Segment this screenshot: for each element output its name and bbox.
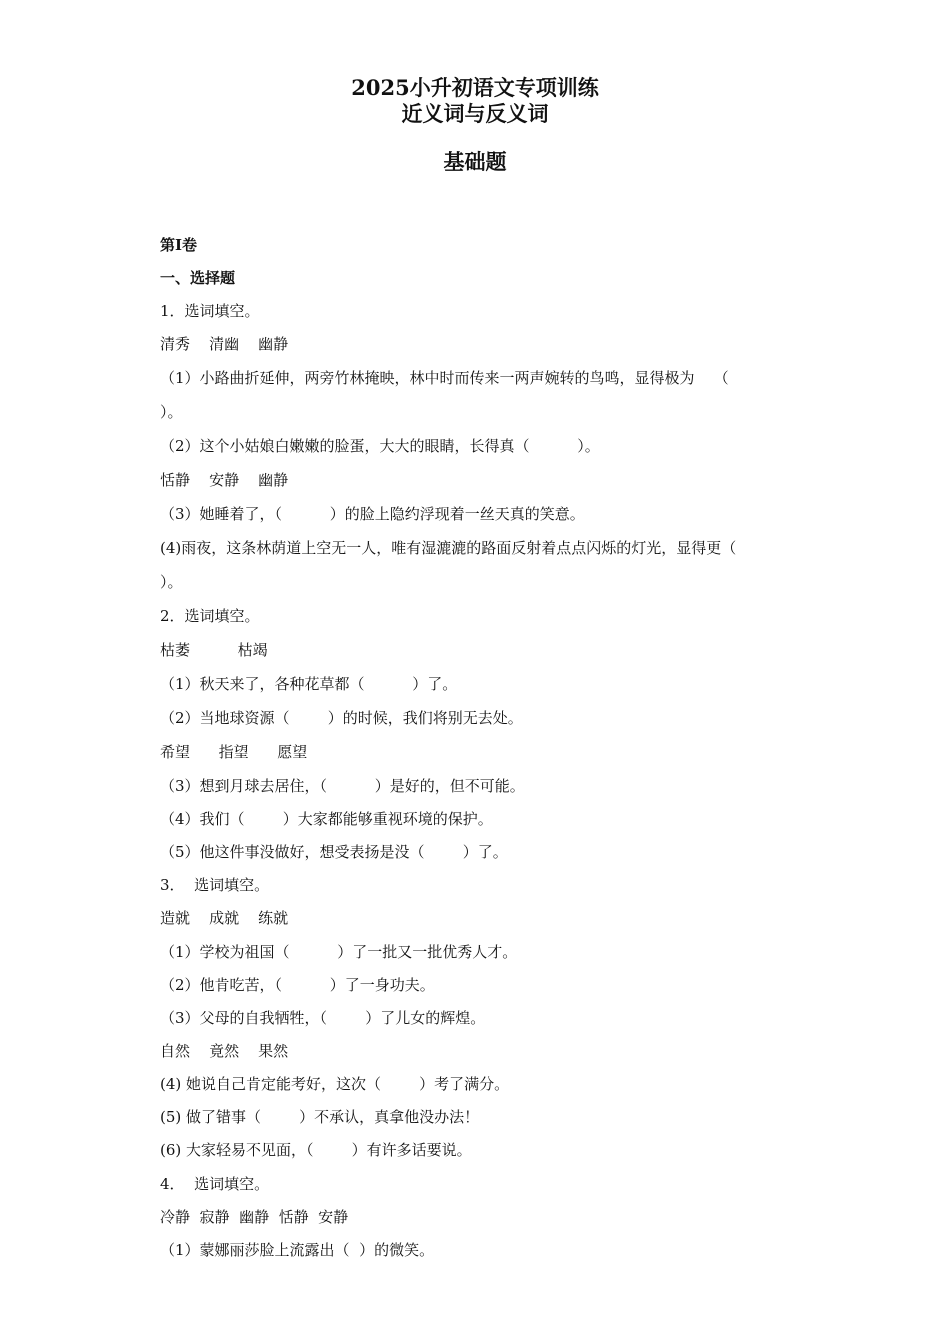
question-2-prompt: 2．选词填空。 bbox=[160, 607, 260, 625]
question-item: （4）我们（ ）大家都能够重视环境的保护。 bbox=[160, 810, 493, 828]
volume-heading: 第Ⅰ卷 bbox=[160, 236, 198, 254]
question-item: (5) 做了错事（ ）不承认，真拿他没办法！ bbox=[160, 1108, 480, 1126]
question-item: （1）学校为祖国（ ）了一批又一批优秀人才。 bbox=[160, 943, 518, 961]
word-options: 冷静 寂静 幽静 恬静 安静 bbox=[160, 1208, 349, 1226]
word-options: 清秀 清幽 幽静 bbox=[160, 335, 289, 353]
word-options: 造就 成就 练就 bbox=[160, 909, 289, 927]
question-item: （1）秋天来了，各种花草都（ ）了。 bbox=[160, 675, 458, 693]
word-options: 希望 指望 愿望 bbox=[160, 743, 308, 761]
word-options: 枯萎 枯竭 bbox=[160, 641, 268, 659]
question-3-prompt: 3． 选词填空。 bbox=[160, 876, 270, 894]
word-options: 恬静 安静 幽静 bbox=[160, 471, 289, 489]
question-item: (6) 大家轻易不见面，（ ）有许多话要说。 bbox=[160, 1141, 472, 1159]
word-options: 自然 竟然 果然 bbox=[160, 1042, 289, 1060]
question-item: （2）当地球资源（ ）的时候，我们将别无去处。 bbox=[160, 709, 523, 727]
question-item: （1）蒙娜丽莎脸上流露出（ ）的微笑。 bbox=[160, 1241, 435, 1259]
question-item: （3）想到月球去居住，（ ）是好的，但不可能。 bbox=[160, 777, 525, 795]
document-subtitle: 近义词与反义词 bbox=[401, 101, 549, 126]
question-item: （3）父母的自我牺牲，（ ）了儿女的辉煌。 bbox=[160, 1009, 486, 1027]
question-item: （3）她睡着了，（ ）的脸上隐约浮现着一丝天真的笑意。 bbox=[160, 505, 585, 523]
question-item: (4)雨夜，这条林荫道上空无一人，唯有湿漉漉的路面反射着点点闪烁的灯光，显得更（ bbox=[160, 539, 737, 557]
question-item-continuation: ）。 bbox=[160, 573, 183, 591]
section-heading: 一、选择题 bbox=[160, 269, 236, 287]
question-item: （5）他这件事没做好，想受表扬是没（ ）了。 bbox=[160, 843, 508, 861]
question-1-prompt: 1．选词填空。 bbox=[160, 302, 260, 320]
question-4-prompt: 4． 选词填空。 bbox=[160, 1175, 270, 1193]
question-item-continuation: ）。 bbox=[160, 403, 183, 421]
question-item: （1）小路曲折延伸，两旁竹林掩映，林中时而传来一两声婉转的鸟鸣，显得极为 （ bbox=[160, 369, 729, 387]
question-item: （2）他肯吃苦，（ ）了一身功夫。 bbox=[160, 976, 435, 994]
question-item: （2）这个小姑娘白嫩嫩的脸蛋，大大的眼睛，长得真（ ）。 bbox=[160, 437, 600, 455]
document-title: 2025小升初语文专项训练 bbox=[351, 75, 599, 100]
difficulty-heading: 基础题 bbox=[443, 149, 507, 174]
question-item: (4) 她说自己肯定能考好，这次（ ）考了满分。 bbox=[160, 1075, 510, 1093]
